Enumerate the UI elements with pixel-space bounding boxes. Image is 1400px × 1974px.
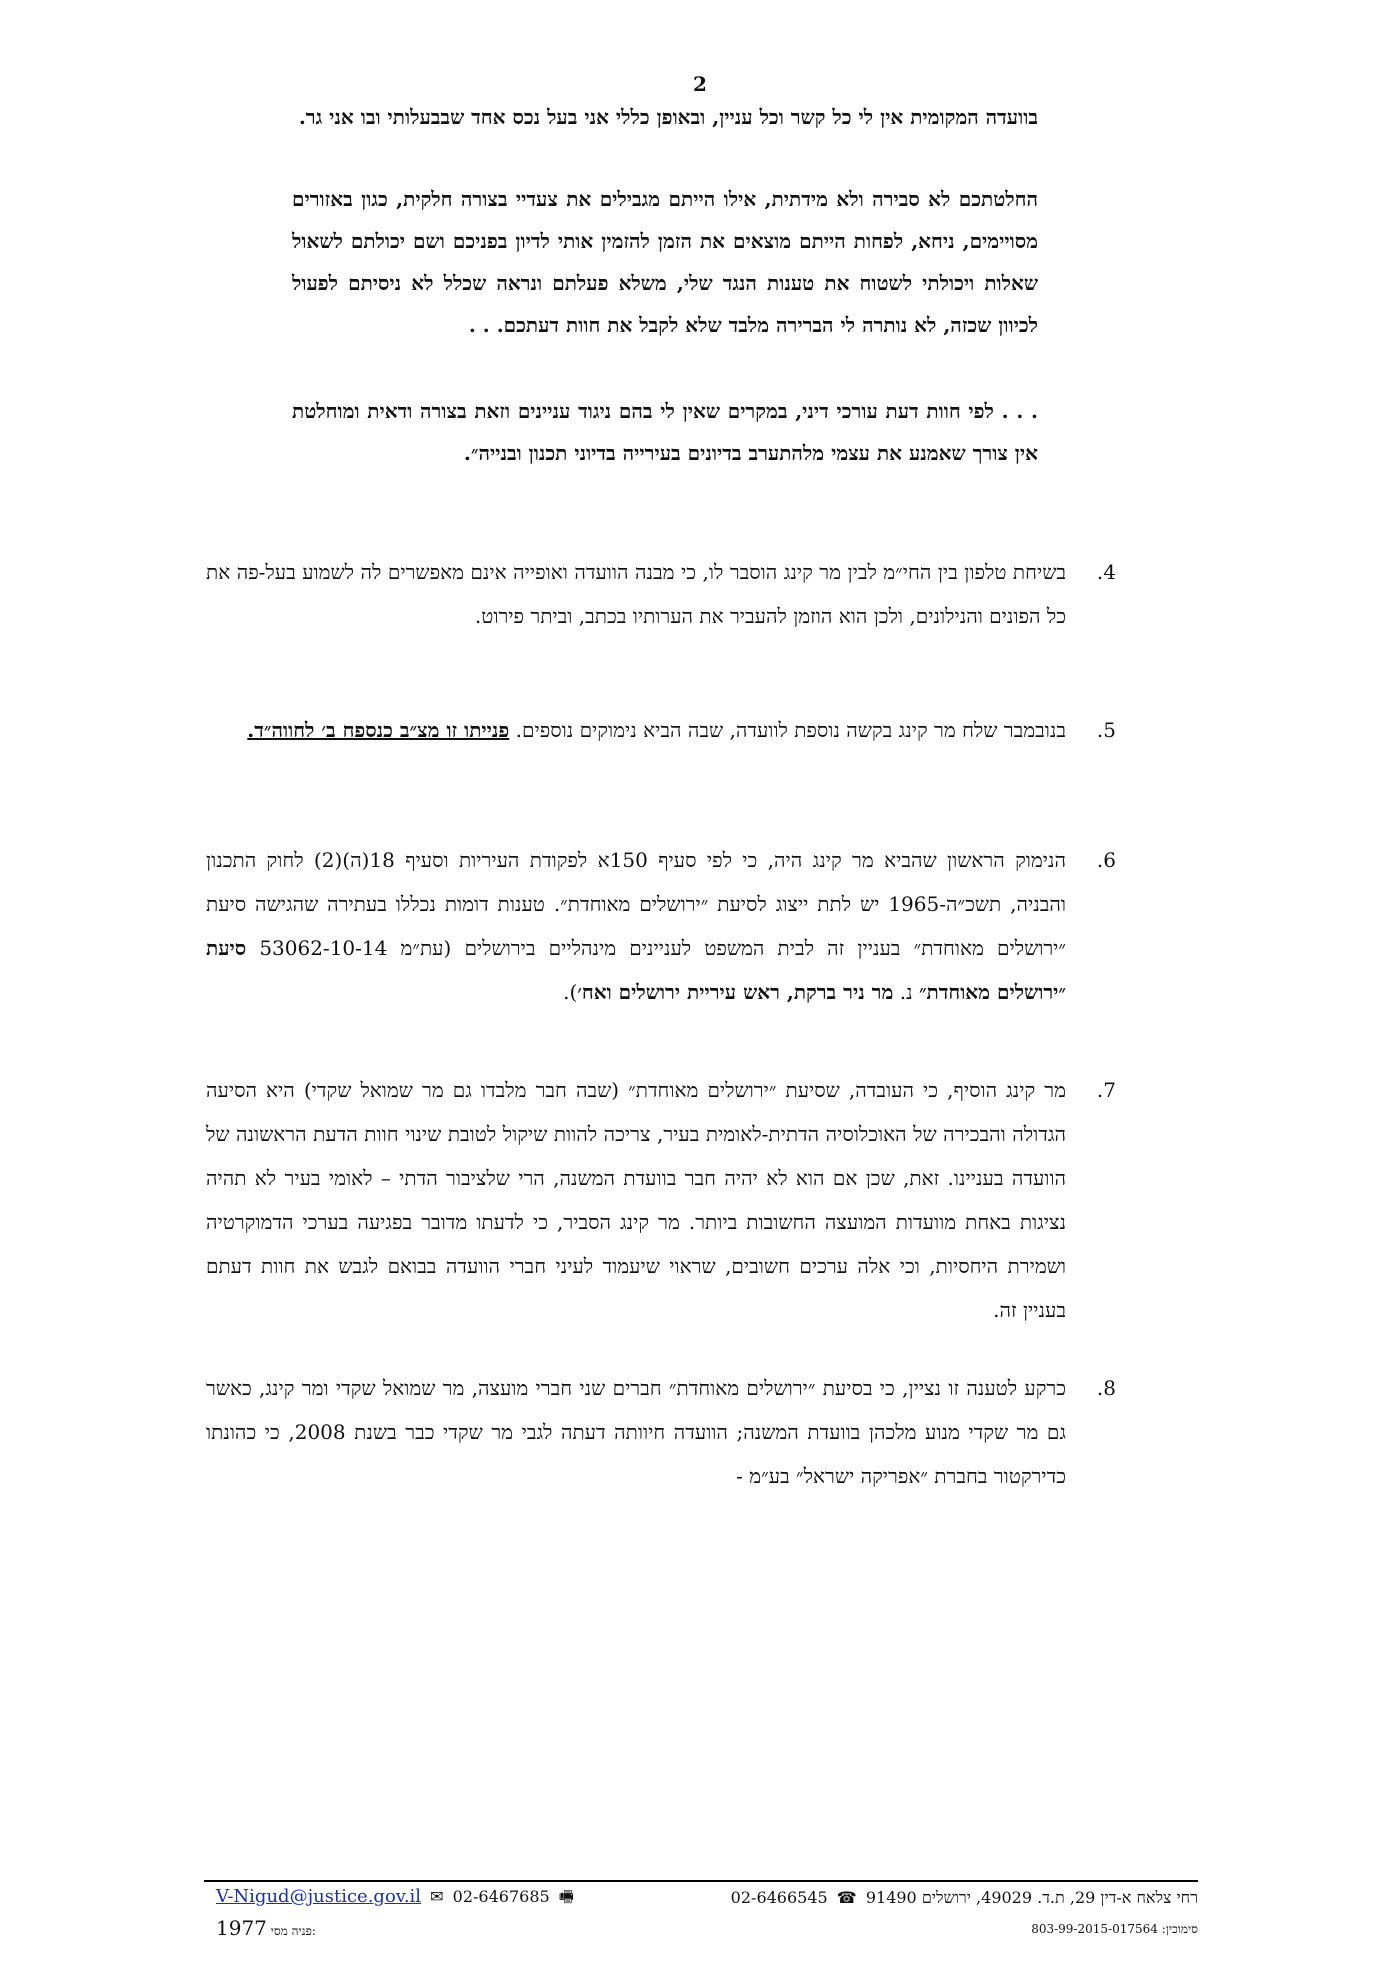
quote-paragraph-2: החלטתכם לא סבירה ולא מידתית, אילו הייתם מגבילים את צעדיי בצורה חלקית, כגון באזורים מסויימים, ניחא, לפחות הייתם מוצאים את הזמן להזמין אותי לדיון בפניכם ושם יכולתם לשאול שאלות ויכולתי לשטוח את טענות הנגד שלי, משלא פעלתם ונראה שכלל לא ניסיתם לפעול לכיוון שכזה, לא נותרה לי הברירה מלבד שלא לקבל את חוות דעתכם. . . xyxy=(292,187,1038,337)
item-number: 6. xyxy=(1096,848,1116,872)
list-item xyxy=(206,838,1116,1014)
item-number: 8. xyxy=(1096,1376,1116,1400)
footer-reference-group xyxy=(1031,1922,1198,1937)
item-text xyxy=(206,708,1066,752)
item-number: 7. xyxy=(1096,1078,1116,1102)
item-text-part: הנימוק הראשון שהביא מר קינג היה, כי לפי סעיף 150א לפקודת העיריות וסעיף 18(ה)(2) לחוק התכנון והבניה, תשכ״ה-1965 יש לתת ייצוג לסיעת ״ירושלים מאוחדת״. טענות דומות נכללו בעתירה שהגישה סיעת ״ירושלים מאוחדת״ בעניין זה לבית המשפט לעניינים מינהליים בירושלים (עת״מ 53062-10-14 xyxy=(206,848,1067,960)
case-respondent: מר ניר ברקת, ראש עיריית ירושלים ואח׳ xyxy=(577,980,894,1004)
footer-address-group xyxy=(731,1888,1198,1908)
footer-fax-email-group xyxy=(216,1886,578,1913)
footer-fax: 02-6467685 xyxy=(452,1887,550,1906)
quote-paragraph-1: בוועדה המקומית אין לי כל קשר וכל עניין, ובאופן כללי אני בעל נכס אחד שבבעלותי ובו אני גר. xyxy=(298,105,1038,129)
list-item xyxy=(206,1068,1116,1332)
phone-icon: ☎ xyxy=(836,1888,857,1907)
list-item xyxy=(206,708,1116,752)
footer-phone: 02-6466545 xyxy=(730,1888,828,1907)
footer-reference-label: סימוכין: xyxy=(1161,1922,1198,1936)
fax-icon: 🖷 xyxy=(558,1887,574,1906)
item-number: 4. xyxy=(1096,560,1116,584)
mail-icon: ✉ xyxy=(430,1887,444,1906)
footer-contact xyxy=(204,1886,1198,1912)
footer-request-group xyxy=(216,1916,316,1940)
footer-references xyxy=(204,1916,1198,1942)
item-number: 5. xyxy=(1096,718,1116,742)
footer-request-label: פניה מסי: xyxy=(270,1924,316,1938)
list-item xyxy=(206,550,1116,638)
case-petitioner: סיעת ״ירושלים מאוחדת״ xyxy=(206,936,1066,1004)
item-text: מר קינג הוסיף, כי העובדה, שסיעת ״ירושלים מאוחדת״ (שבה חבר מלבדו גם מר שמואל שקדי) היא הסיעה הגדולה והבכירה של האוכלוסיה הדתית-לאומית בעיר, צריכה להוות שיקול לטובת שינוי חוות הדעת הראשונה של הוועדה בעניינו. זאת, שכן אם הוא לא יהיה חבר בוועדת המשנה, הרי שלציבור הדתי – לאומי בעיר לא תהיה נציגות באחת מוועדות המועצה החשובות ביותר. מר קינג הסביר, כי לדעתו מדובר בפגיעה בערכי הדמוקרטיה ושמירת היחסיות, וכי אלה ערכים חשובים, שראוי שיעמוד לעיני חברי הוועדה בבואם לגבש את חוות דעתם בעניין זה. xyxy=(206,1078,1067,1322)
appendix-reference-link[interactable]: פנייתו זו מצ״ב כנספח ב׳ לחווה״ד. xyxy=(247,718,510,742)
footer-request-number: 1977 xyxy=(216,1916,267,1940)
list-item xyxy=(206,1366,1116,1498)
item-text-part: נ. xyxy=(893,980,919,1004)
footer-reference: 803-99-2015-017564 xyxy=(1031,1922,1158,1936)
footer-divider xyxy=(204,1880,1198,1882)
page-number: 2 xyxy=(693,72,707,96)
item-text-part: בנובמבר שלח מר קינג בקשה נוספת לוועדה, שבה הביא נימוקים נוספים. xyxy=(509,718,1066,742)
item-text: כרקע לטענה זו נציין, כי בסיעת ״ירושלים מאוחדת״ חברים שני חברי מועצה, מר שמואל שקדי ומר קינג, כאשר גם מר שקדי מנוע מלכהן בוועדת המשנה; הוועדה חיוותה דעתה לגבי מר שקדי כבר בשנת 2008, כי כהונתו כדירקטור בחברת ״אפריקה ישראל״ בע״מ - xyxy=(206,1376,1066,1488)
item-text-part: ). xyxy=(563,980,578,1004)
item-text: בשיחת טלפון בין החי״מ לבין מר קינג הוסבר לו, כי מבנה הוועדה ואופייה אינם מאפשרים לה לשמוע בעל-פה את כל הפונים והנילונים, ולכן הוא הוזמן להעביר את הערותיו בכתב, וביתר פירוט. xyxy=(206,560,1066,628)
quote-paragraph-3: . . . לפי חוות דעת עורכי דיני, במקרים שאין לי בהם ניגוד עניינים וזאת בצורה ודאית ומוחלטת אין צורך שאמנע את עצמי מלהתערב בדיונים בעירייה בדיוני תכנון ובנייה״. xyxy=(292,399,1038,465)
footer-address: רחי צלאח א-דין 29, ת.ד. 49029, ירושלים 91490 xyxy=(865,1888,1198,1907)
footer-email[interactable]: V-Nigud@justice.gov.il xyxy=(216,1886,422,1907)
item-text xyxy=(206,838,1066,1014)
